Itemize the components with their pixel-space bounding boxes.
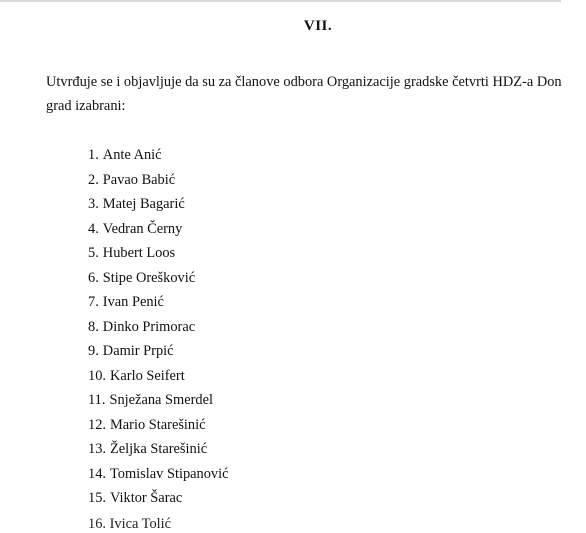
- cutoff-list-item-text: 16. Ivica Tolić: [88, 516, 172, 532]
- list-item-number: 13.: [88, 441, 106, 457]
- list-item-number: 1.: [88, 147, 99, 163]
- list-item: [88, 241, 229, 266]
- list-item-name: Ante Anić: [102, 147, 162, 163]
- list-item-name: Karlo Seifert: [110, 367, 185, 384]
- list-item-number: 2.: [88, 171, 99, 188]
- list-item-name: Stipe Orešković: [102, 269, 196, 286]
- list-item-number: 4.: [88, 220, 99, 237]
- top-divider: [0, 0, 561, 2]
- list-item-name: Snježana Smerdel: [109, 392, 213, 408]
- list-item-number: 14.: [88, 465, 106, 482]
- list-item-name: Hubert Loos: [102, 245, 176, 261]
- intro-line-1: Utvrđuje se i objavljuje da su za članove odbora Organizacije gradske četvrti HDZ-a Don: [46, 74, 562, 90]
- list-item-name: Damir Prpić: [102, 343, 174, 359]
- list-item-number: 7.: [88, 294, 99, 310]
- list-item: [88, 266, 229, 291]
- list-item-number: 10.: [88, 367, 106, 384]
- list-item: [88, 486, 229, 511]
- list-item: [88, 364, 229, 389]
- list-item: [88, 339, 229, 364]
- list-item-number: 6.: [88, 269, 99, 286]
- list-item-name: Tomislav Stipanović: [110, 465, 229, 482]
- list-item-name: Viktor Šarac: [110, 490, 183, 506]
- cutoff-list-item: [88, 512, 228, 532]
- list-item-number: 12.: [88, 416, 106, 433]
- list-item: [88, 462, 229, 487]
- list-item-name: Dinko Primorac: [102, 318, 196, 335]
- list-item-number: 9.: [88, 343, 99, 359]
- list-item-name: Matej Bagarić: [102, 196, 185, 212]
- list-item: [88, 168, 229, 193]
- list-item-number: 3.: [88, 196, 99, 212]
- intro-paragraph: [46, 70, 586, 118]
- list-item-name: Pavao Babić: [102, 171, 176, 188]
- list-item-name: Vedran Černy: [102, 220, 183, 237]
- list-item-number: 5.: [88, 245, 99, 261]
- list-item: [88, 143, 229, 168]
- section-heading: VII.: [303, 18, 333, 34]
- list-item-number: 8.: [88, 318, 99, 335]
- list-item: [88, 315, 229, 340]
- member-list: [88, 143, 229, 511]
- list-item: [88, 217, 229, 242]
- list-item-number: 15.: [88, 490, 106, 506]
- list-item-name: Ivan Penić: [102, 294, 164, 310]
- list-item: [88, 388, 229, 413]
- list-item-name: Željka Starešinić: [110, 441, 208, 457]
- list-item-name: Mario Starešinić: [110, 416, 206, 433]
- list-item-number: 11.: [88, 392, 106, 408]
- list-item: [88, 437, 229, 462]
- list-item: [88, 192, 229, 217]
- intro-line-2: grad izabrani:: [46, 98, 126, 114]
- list-item: [88, 413, 229, 438]
- list-item: [88, 290, 229, 315]
